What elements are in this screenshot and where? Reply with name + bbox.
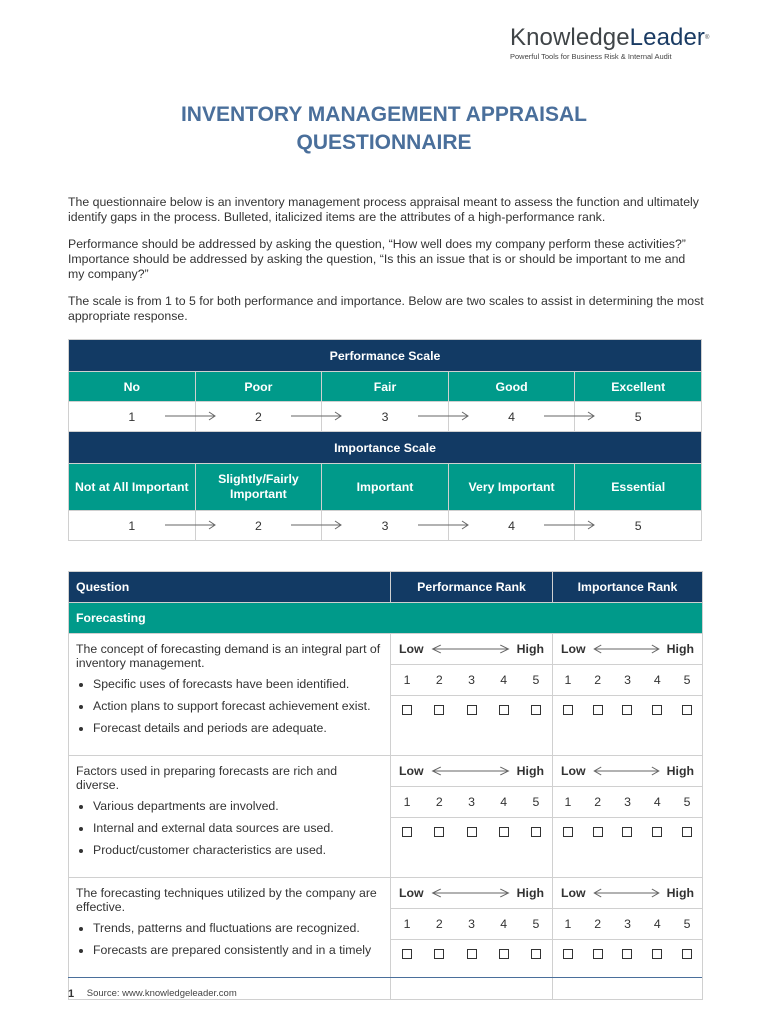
question-text: The concept of forecasting demand is an integral part of inventory management. — [76, 642, 381, 670]
low-high-scale — [391, 634, 552, 665]
logo — [510, 24, 710, 61]
double-arrow-icon — [430, 888, 511, 898]
low-label: Low — [399, 886, 424, 900]
rank-option — [553, 948, 583, 962]
question-table — [68, 571, 703, 1000]
double-arrow-icon — [592, 888, 661, 898]
rank-number: 3 — [624, 673, 631, 687]
rank-number: 2 — [435, 795, 443, 809]
performance-value: 5 — [575, 402, 702, 432]
importance-value: 3 — [322, 511, 449, 541]
performance-rank-checkbox[interactable] — [402, 705, 412, 715]
performance-rank-cell — [391, 878, 553, 1000]
rank-number: 4 — [653, 917, 661, 931]
rank-option — [642, 948, 672, 962]
importance-scale-title: Importance Scale — [69, 432, 702, 464]
importance-rank-checkbox[interactable] — [563, 705, 573, 715]
rank-number: 2 — [435, 673, 443, 687]
rank-option — [553, 704, 583, 718]
intro-text — [68, 195, 704, 336]
importance-value: 1 — [69, 511, 196, 541]
high-label: High — [666, 642, 694, 656]
page-title: INVENTORY MANAGEMENT APPRAISAL QUESTIONNAIRE — [180, 103, 588, 154]
rank-option — [488, 948, 520, 962]
question-row — [69, 878, 703, 1000]
importance-rank-checkbox[interactable] — [622, 949, 632, 959]
question-row — [69, 634, 703, 756]
performance-rank-checkbox[interactable] — [531, 949, 541, 959]
rank-numbers — [553, 909, 702, 940]
intro-paragraph: Performance should be addressed by asking the question, “How well does my company perform these activities?” Importance should be addressed by asking the question, “Is this an issue that is or should be important to me and my company?” — [68, 237, 686, 281]
footer-divider — [68, 977, 702, 978]
source-text: Source: www.knowledgeleader.com — [86, 988, 237, 999]
importance-rank-checkbox[interactable] — [682, 949, 692, 959]
double-arrow-icon — [592, 766, 661, 776]
bullet-item: • Action plans to support forecast achievement exist. — [93, 699, 382, 713]
rank-option — [672, 826, 702, 840]
double-arrow-icon — [430, 644, 511, 654]
question-row — [69, 756, 703, 878]
rank-number: 5 — [683, 917, 691, 931]
high-label: High — [666, 764, 694, 778]
rank-number: 3 — [624, 917, 631, 931]
performance-rank-checkbox[interactable] — [434, 949, 444, 959]
low-high-scale — [553, 878, 702, 909]
performance-rank-checkbox[interactable] — [531, 827, 541, 837]
intro-paragraph: The questionnaire below is an inventory management process appraisal meant to assess the function and ultimately identify gaps in the process. Bulleted, italicized items are the attributes of a high-performance rank. — [68, 195, 699, 224]
rank-numbers — [553, 787, 702, 818]
rank-checkboxes — [391, 818, 552, 848]
rank-option — [391, 704, 423, 718]
importance-rank-checkbox[interactable] — [622, 827, 632, 837]
intro-paragraph: The scale is from 1 to 5 for both performance and importance. Below are two scales to assist in determining the most appropriate response. — [68, 294, 704, 323]
rank-option — [423, 704, 455, 718]
performance-rank-cell — [391, 634, 553, 756]
importance-rank-checkbox[interactable] — [593, 949, 603, 959]
rank-option — [391, 948, 423, 962]
rank-numbers — [391, 787, 552, 818]
question-text-cell — [69, 756, 391, 878]
performance-rank-checkbox[interactable] — [499, 827, 509, 837]
rank-number: 3 — [624, 795, 631, 809]
bullet-item: • Various departments are involved. — [93, 799, 382, 813]
rank-option — [455, 826, 487, 840]
performance-rank-checkbox[interactable] — [467, 705, 477, 715]
low-high-scale — [391, 756, 552, 787]
rank-number: 3 — [468, 795, 475, 809]
importance-value: 4 — [448, 511, 575, 541]
page-number: 1 — [68, 988, 75, 1000]
rank-number: 5 — [683, 795, 691, 809]
importance-rank-cell — [553, 756, 703, 878]
importance-rank-checkbox[interactable] — [682, 705, 692, 715]
performance-label: Poor — [195, 372, 322, 402]
low-label: Low — [561, 642, 586, 656]
performance-label: No — [69, 372, 196, 402]
rank-option — [613, 826, 643, 840]
rank-option — [455, 704, 487, 718]
question-text-cell — [69, 634, 391, 756]
performance-rank-cell — [391, 756, 553, 878]
rank-checkboxes — [553, 696, 702, 726]
rank-number: 4 — [500, 673, 508, 687]
question-text-cell — [69, 878, 391, 1000]
rank-option — [520, 704, 552, 718]
rank-number: 5 — [532, 917, 540, 931]
importance-label: Essential — [575, 464, 702, 511]
rank-number: 1 — [403, 917, 411, 931]
bullet-item: • Specific uses of forecasts have been identified. — [93, 677, 382, 691]
rank-option — [520, 948, 552, 962]
importance-rank-checkbox[interactable] — [593, 705, 603, 715]
importance-rank-cell — [553, 878, 703, 1000]
rank-number: 5 — [532, 673, 540, 687]
rank-number: 4 — [653, 795, 661, 809]
logo-wordmark: KnowledgeLeader® — [510, 24, 710, 51]
performance-rank-checkbox[interactable] — [434, 705, 444, 715]
scale-table — [68, 339, 702, 541]
rank-option — [583, 826, 613, 840]
performance-value: 4 — [448, 402, 575, 432]
importance-value: 5 — [575, 511, 702, 541]
performance-label: Fair — [322, 372, 449, 402]
bullet-list — [76, 677, 382, 735]
low-label: Low — [561, 886, 586, 900]
rank-option — [488, 704, 520, 718]
rank-number: 3 — [468, 917, 475, 931]
rank-option — [642, 704, 672, 718]
importance-label: Important — [322, 464, 449, 511]
importance-label: Not at All Important — [69, 464, 196, 511]
performance-value: 3 — [322, 402, 449, 432]
rank-number: 2 — [594, 917, 602, 931]
rank-number: 3 — [468, 673, 475, 687]
performance-rank-checkbox[interactable] — [499, 949, 509, 959]
high-label: High — [516, 642, 544, 656]
section-forecasting: Forecasting — [69, 603, 703, 634]
rank-option — [553, 826, 583, 840]
rank-number: 4 — [500, 795, 508, 809]
performance-value: 1 — [69, 402, 196, 432]
rank-checkboxes — [391, 940, 552, 970]
bullet-item: • Product/customer characteristics are used. — [93, 843, 382, 857]
importance-rank-checkbox[interactable] — [563, 827, 573, 837]
importance-rank-checkbox[interactable] — [622, 705, 632, 715]
importance-rank-cell — [553, 634, 703, 756]
footer — [68, 988, 237, 1000]
rank-checkboxes — [391, 696, 552, 726]
low-high-scale — [553, 756, 702, 787]
rank-number: 4 — [500, 917, 508, 931]
rank-number: 2 — [435, 917, 443, 931]
rank-option — [613, 948, 643, 962]
low-label: Low — [399, 764, 424, 778]
performance-scale-title: Performance Scale — [69, 340, 702, 372]
rank-option — [488, 826, 520, 840]
logo-tagline: Powerful Tools for Business Risk & Internal Audit — [510, 52, 672, 61]
importance-rank-checkbox[interactable] — [682, 827, 692, 837]
importance-label: Slightly/Fairly Important — [195, 464, 322, 511]
rank-option — [642, 826, 672, 840]
importance-rank-checkbox[interactable] — [563, 949, 573, 959]
rank-number: 5 — [532, 795, 540, 809]
question-text: Factors used in preparing forecasts are rich and diverse. — [76, 764, 338, 792]
rank-number: 1 — [403, 795, 411, 809]
rank-number: 1 — [564, 673, 572, 687]
rank-option — [613, 704, 643, 718]
rank-number: 5 — [683, 673, 691, 687]
importance-rank-checkbox[interactable] — [593, 827, 603, 837]
high-label: High — [516, 886, 544, 900]
performance-rank-checkbox[interactable] — [467, 827, 477, 837]
rank-option — [672, 704, 702, 718]
performance-rank-checkbox[interactable] — [402, 827, 412, 837]
rank-numbers — [391, 665, 552, 696]
bullet-item: • Forecasts are prepared consistently and in a timely — [93, 943, 382, 957]
high-label: High — [516, 764, 544, 778]
rank-numbers — [553, 665, 702, 696]
rank-number: 4 — [653, 673, 661, 687]
rank-option — [391, 826, 423, 840]
rank-number: 1 — [564, 795, 572, 809]
double-arrow-icon — [592, 644, 661, 654]
rank-number: 1 — [403, 673, 411, 687]
rank-option — [583, 948, 613, 962]
bullet-item: • Internal and external data sources are used. — [93, 821, 382, 835]
importance-rank-header: Importance Rank — [553, 572, 703, 603]
double-arrow-icon — [430, 766, 511, 776]
performance-rank-checkbox[interactable] — [499, 705, 509, 715]
bullet-list — [76, 799, 382, 857]
rank-option — [520, 826, 552, 840]
bullet-item: • Forecast details and periods are adequate. — [93, 721, 382, 735]
low-high-scale — [553, 634, 702, 665]
rank-option — [423, 948, 455, 962]
performance-label: Good — [448, 372, 575, 402]
question-text: The forecasting techniques utilized by the company are effective. — [76, 886, 377, 914]
low-label: Low — [561, 764, 586, 778]
rank-option — [423, 826, 455, 840]
performance-rank-checkbox[interactable] — [467, 949, 477, 959]
rank-numbers — [391, 909, 552, 940]
rank-checkboxes — [553, 818, 702, 848]
performance-value: 2 — [195, 402, 322, 432]
performance-rank-checkbox[interactable] — [434, 827, 444, 837]
high-label: High — [666, 886, 694, 900]
bullet-list — [76, 921, 382, 957]
rank-option — [672, 948, 702, 962]
low-high-scale — [391, 878, 552, 909]
importance-value: 2 — [195, 511, 322, 541]
performance-label: Excellent — [575, 372, 702, 402]
performance-rank-header: Performance Rank — [391, 572, 553, 603]
rank-number: 1 — [564, 917, 572, 931]
rank-checkboxes — [553, 940, 702, 970]
question-header: Question — [69, 572, 391, 603]
low-label: Low — [399, 642, 424, 656]
importance-rank-checkbox[interactable] — [652, 949, 662, 959]
performance-rank-checkbox[interactable] — [402, 949, 412, 959]
rank-option — [583, 704, 613, 718]
importance-rank-checkbox[interactable] — [652, 705, 662, 715]
importance-rank-checkbox[interactable] — [652, 827, 662, 837]
rank-option — [455, 948, 487, 962]
rank-number: 2 — [594, 795, 602, 809]
bullet-item: • Trends, patterns and fluctuations are recognized. — [93, 921, 382, 935]
performance-rank-checkbox[interactable] — [531, 705, 541, 715]
importance-label: Very Important — [448, 464, 575, 511]
rank-number: 2 — [594, 673, 602, 687]
